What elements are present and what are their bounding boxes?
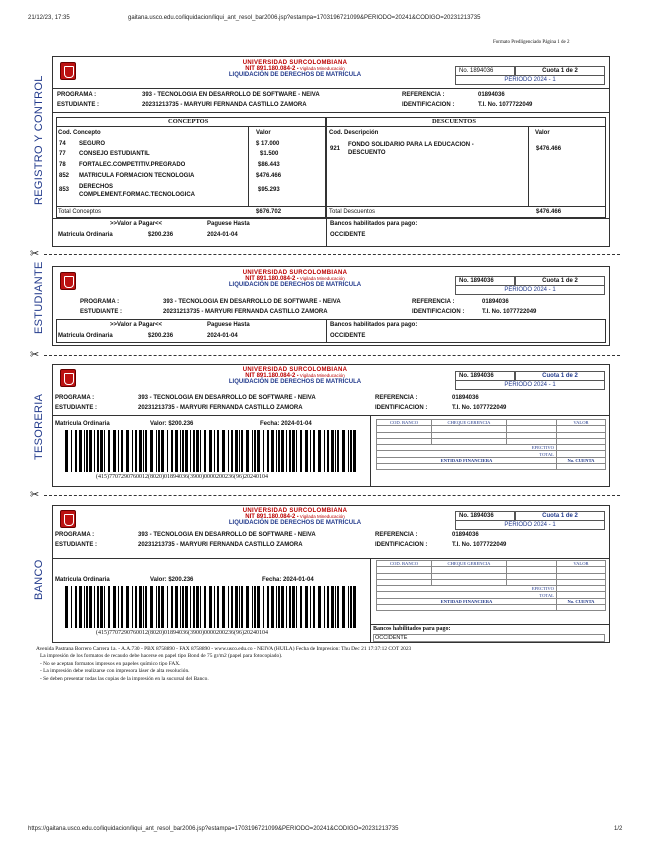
barcode-bar bbox=[217, 430, 219, 472]
barcode-bar bbox=[267, 430, 269, 472]
barcode-bar bbox=[313, 430, 315, 472]
barcode-bar bbox=[241, 586, 243, 628]
barcode-bar bbox=[65, 586, 68, 628]
barcode-bar bbox=[286, 586, 287, 628]
print-datetime: 21/12/23, 17:35 bbox=[28, 15, 70, 21]
barcode-bar bbox=[104, 430, 105, 472]
barcode-bar bbox=[156, 586, 157, 628]
barcode-bar bbox=[318, 430, 321, 472]
barcode-bar bbox=[324, 430, 325, 472]
barcode-bar bbox=[65, 430, 68, 472]
barcode-bar bbox=[196, 430, 199, 472]
barcode-bar bbox=[305, 430, 308, 472]
barcode-bar bbox=[204, 430, 206, 472]
total-conceptos: $676.702 bbox=[256, 209, 282, 215]
barcode-bar bbox=[300, 586, 302, 628]
section-label-tesoreria: TESORERIA bbox=[33, 393, 45, 460]
barcode-bar bbox=[84, 430, 85, 472]
barcode-bar bbox=[276, 586, 277, 628]
barcode-bar bbox=[337, 430, 339, 472]
barcode-bar bbox=[200, 430, 201, 472]
barcode-bar bbox=[342, 430, 345, 472]
footer-url: https://gaitana.usco.edu.co/liquidacion/liqui_ant_resol_bar2006.jsp?estampa=1703196721099&PERIODO=20241&CODIGO=20231213735 bbox=[28, 826, 399, 832]
barcode-bar bbox=[296, 430, 297, 472]
barcode-bar bbox=[75, 430, 77, 472]
barcode-bar bbox=[246, 430, 249, 472]
university-logo-icon bbox=[60, 369, 76, 387]
barcode-bar bbox=[126, 430, 129, 472]
barcode-bar bbox=[228, 586, 229, 628]
university-logo-icon bbox=[60, 272, 76, 290]
barcode-bar bbox=[231, 586, 233, 628]
format-note: Formato Predligenciado Página 1 de 2 bbox=[493, 40, 570, 45]
barcode-bar bbox=[139, 430, 142, 472]
barcode-bar bbox=[281, 430, 284, 472]
barcode-bar bbox=[239, 586, 240, 628]
barcode-bar bbox=[263, 586, 264, 628]
barcode-bar bbox=[175, 430, 178, 472]
vigilada: • Vigilada Mineducación bbox=[296, 66, 345, 71]
barcode-bar bbox=[335, 586, 336, 628]
barcode-bar bbox=[108, 586, 110, 628]
barcode-bar bbox=[161, 586, 164, 628]
barcode-bar bbox=[182, 430, 184, 472]
barcode-bar bbox=[145, 586, 147, 628]
barcode-bar bbox=[145, 430, 147, 472]
barcode-bar bbox=[310, 586, 311, 628]
barcode-bar bbox=[318, 586, 321, 628]
barcode-bar bbox=[209, 430, 212, 472]
barcode-bar bbox=[331, 586, 334, 628]
barcode-bar bbox=[182, 586, 184, 628]
barcode-bar bbox=[167, 586, 168, 628]
university-name: UNIVERSIDAD SURCOLOMBIANA bbox=[242, 60, 348, 66]
barcode-bar bbox=[84, 586, 85, 628]
barcode-bar bbox=[278, 430, 280, 472]
barcode-bar bbox=[86, 586, 88, 628]
scissors-icon: ✂ bbox=[30, 248, 40, 260]
concepto-value: $95.293 bbox=[258, 187, 280, 193]
barcode-bar bbox=[252, 586, 253, 628]
bank-grid: COD. BANCO CHEQUE GERENCIA VALOR EFECTIVO TOTAL ENTIDAD FINANCIERA No. CUENTA bbox=[376, 419, 606, 470]
barcode-bar bbox=[241, 430, 243, 472]
barcode-bar bbox=[348, 586, 349, 628]
barcode-bar bbox=[327, 586, 329, 628]
concepto-value: $476.466 bbox=[256, 173, 282, 179]
barcode-bar bbox=[350, 430, 352, 472]
barcode-bar bbox=[196, 586, 199, 628]
barcode-bar bbox=[86, 430, 88, 472]
barcode-bar bbox=[353, 430, 356, 472]
conceptos-title: CONCEPTOS bbox=[168, 118, 209, 125]
barcode-bar bbox=[271, 430, 274, 472]
descuento-value: $476.466 bbox=[536, 146, 562, 152]
barcode-bar bbox=[121, 586, 123, 628]
barcode-bar bbox=[348, 430, 349, 472]
barcode-bar bbox=[342, 586, 345, 628]
barcode-bar bbox=[139, 586, 142, 628]
university-logo-icon bbox=[60, 510, 76, 528]
barcode-bar bbox=[100, 586, 103, 628]
barcode-bar bbox=[175, 586, 178, 628]
bank-grid: COD. BANCO CHEQUE GERENCIA VALOR EFECTIVO TOTAL ENTIDAD FINANCIERA No. CUENTA bbox=[376, 560, 606, 611]
barcode-bar bbox=[190, 586, 191, 628]
modalidad: Matricula Ordinaria bbox=[58, 232, 113, 238]
section-label-registro: REGISTRO Y CONTROL bbox=[33, 75, 45, 205]
barcode-bar bbox=[89, 586, 92, 628]
barcode-bar bbox=[235, 430, 238, 472]
barcode-bar bbox=[79, 430, 82, 472]
page-number: 1/2 bbox=[614, 826, 623, 832]
barcode-bar bbox=[350, 586, 352, 628]
barcode-bar bbox=[193, 430, 195, 472]
barcode-bar bbox=[121, 430, 123, 472]
concepto-name: DERECHOS COMPLEMENT.FORMAC.TECNOLOGICA bbox=[79, 184, 195, 198]
barcode-bar bbox=[118, 586, 119, 628]
barcode-bar bbox=[222, 586, 225, 628]
barcode-bar bbox=[327, 430, 329, 472]
university-logo-icon bbox=[60, 62, 76, 80]
concepto-value: $1.500 bbox=[260, 151, 279, 157]
barcode-bar bbox=[292, 586, 295, 628]
descuentos-title: DESCUENTOS bbox=[432, 118, 476, 125]
registro-header bbox=[160, 60, 430, 78]
barcode-bar bbox=[263, 430, 264, 472]
barcode-bar bbox=[126, 586, 129, 628]
barcode-bar bbox=[71, 586, 72, 628]
barcode-bar bbox=[89, 430, 92, 472]
concepto-name: CONSEJO ESTUDIANTIL bbox=[79, 151, 150, 157]
barcode-bar bbox=[289, 430, 291, 472]
cuota: Cuota 1 de 2 bbox=[515, 66, 605, 76]
concepto-name: FORTALEC.COMPETITIV.PREGRADO bbox=[79, 162, 186, 168]
barcode-bar bbox=[292, 430, 295, 472]
barcode-bar bbox=[193, 586, 195, 628]
barcode-bar bbox=[158, 586, 160, 628]
barcode-bar bbox=[300, 430, 302, 472]
barcode-bar bbox=[171, 586, 173, 628]
barcode-bar bbox=[158, 430, 160, 472]
barcode-bar bbox=[100, 430, 103, 472]
barcode-bar bbox=[335, 430, 336, 472]
barcode-text: (415)7707290760012(8020)01894036(3900)0000200236(96)20240104 bbox=[96, 474, 268, 480]
barcode-bar bbox=[132, 430, 133, 472]
barcode-bar bbox=[171, 430, 173, 472]
barcode-bar bbox=[180, 430, 181, 472]
barcode-bar bbox=[353, 586, 356, 628]
barcode-bar bbox=[204, 586, 206, 628]
barcode-bar bbox=[79, 586, 82, 628]
barcode-bar bbox=[135, 430, 137, 472]
barcode-bar bbox=[118, 430, 119, 472]
barcode-bar bbox=[167, 430, 168, 472]
section-label-banco: BANCO bbox=[33, 559, 45, 600]
barcode-bar bbox=[214, 586, 215, 628]
barcode-bar bbox=[324, 586, 325, 628]
barcode-bar bbox=[276, 430, 277, 472]
barcode-bar bbox=[113, 430, 116, 472]
receipt-number: No. 1894036 bbox=[455, 66, 515, 76]
concepto-value: $86.443 bbox=[258, 162, 280, 168]
barcode-bar bbox=[254, 430, 256, 472]
barcode-bar bbox=[267, 586, 269, 628]
barcode-bar bbox=[313, 586, 315, 628]
section-label-estudiante: ESTUDIANTE bbox=[33, 261, 45, 334]
scissors-icon: ✂ bbox=[30, 489, 40, 501]
barcode-bar bbox=[209, 586, 212, 628]
concepto-value: $ 17.000 bbox=[256, 141, 280, 147]
barcode-bar bbox=[143, 586, 144, 628]
barcode-bar bbox=[97, 430, 99, 472]
barcode-bar bbox=[200, 586, 201, 628]
barcode-bar bbox=[305, 586, 308, 628]
barcode-bar bbox=[222, 430, 225, 472]
footer-notes: La impresión de los formatos de recaudo debe hacerse en papel tipo Bond de 75 gr/m2 (papel para fotocopiado). - No se aceptan formatos impresos en papeles químico tipo FAX. - La impresión debe realizarse con impresora láser de alta resolución. - Se deben presentar todas las copias de la impresión en la sucursal del Banco. bbox=[40, 653, 283, 682]
barcode-bar bbox=[161, 430, 164, 472]
descuento-name: FONDO SOLIDARIO PARA LA EDUCACION - DESCUENTO bbox=[348, 142, 474, 156]
barcode-bar bbox=[228, 430, 229, 472]
barcode-bar bbox=[278, 586, 280, 628]
barcode-bar bbox=[214, 430, 215, 472]
payment-barcode bbox=[65, 586, 360, 628]
estudiante: 20231213735 - MARYURI FERNANDA CASTILLO ZAMORA bbox=[142, 102, 307, 108]
barcode-bar bbox=[97, 586, 99, 628]
barcode-bar bbox=[246, 586, 249, 628]
barcode-bar bbox=[271, 586, 274, 628]
total-descuentos: $476.466 bbox=[536, 209, 562, 215]
barcode-bar bbox=[235, 586, 238, 628]
document-title: LIQUIDACIÓN DE DERECHOS DE MATRÍCULA bbox=[228, 72, 362, 78]
barcode-bar bbox=[310, 430, 311, 472]
barcode-bar bbox=[217, 586, 219, 628]
barcode-bar bbox=[231, 430, 233, 472]
print-url: gaitana.usco.edu.co/liquidacion/liqui_ant_resol_bar2006.jsp?estampa=1703196721099&PERIODO=20241&CODIGO=20231213735 bbox=[128, 15, 481, 21]
footer-address: Avenida Pastrana Borrero Carrera 1a. - A.A.730 - PBX 8758890 - FAX 8758890 - www.usco.edu.co - NEIVA (HUILA) Fecha de Impresion: Thu Dec 21 17:37:12 COT 2023 bbox=[36, 646, 412, 652]
periodo: PERIODO 2024 - 1 bbox=[455, 75, 605, 85]
barcode-bar bbox=[104, 586, 105, 628]
barcode-bar bbox=[113, 586, 116, 628]
banco-habilitado: OCCIDENTE bbox=[330, 232, 366, 238]
barcode-bar bbox=[185, 586, 188, 628]
barcode-bar bbox=[257, 430, 260, 472]
programa: 393 - TECNOLOGIA EN DESARROLLO DE SOFTWARE - NEIVA bbox=[142, 92, 320, 98]
concepto-name: SEGURO bbox=[79, 141, 106, 147]
barcode-bar bbox=[257, 586, 260, 628]
barcode-bar bbox=[254, 586, 256, 628]
payment-barcode bbox=[65, 430, 360, 472]
valor-pagar: $200.236 bbox=[148, 232, 174, 238]
barcode-bar bbox=[331, 430, 334, 472]
fecha-limite: 2024-01-04 bbox=[207, 232, 238, 238]
barcode-bar bbox=[156, 430, 157, 472]
nit: NIT 891.180.084-2 bbox=[245, 66, 296, 72]
barcode-bar bbox=[135, 586, 137, 628]
barcode-bar bbox=[239, 430, 240, 472]
barcode-bar bbox=[132, 586, 133, 628]
referencia: 01894036 bbox=[478, 92, 505, 98]
barcode-bar bbox=[337, 586, 339, 628]
barcode-bar bbox=[108, 430, 110, 472]
barcode-bar bbox=[252, 430, 253, 472]
identificacion: T.I. No. 1077722049 bbox=[478, 102, 533, 108]
barcode-bar bbox=[180, 586, 181, 628]
barcode-bar bbox=[75, 586, 77, 628]
barcode-bar bbox=[94, 586, 95, 628]
barcode-bar bbox=[150, 430, 153, 472]
barcode-bar bbox=[289, 586, 291, 628]
concepto-name: MATRICULA FORMACION TECNOLOGIA bbox=[79, 173, 195, 179]
barcode-bar bbox=[286, 430, 287, 472]
barcode-bar bbox=[296, 586, 297, 628]
barcode-bar bbox=[94, 430, 95, 472]
barcode-bar bbox=[143, 430, 144, 472]
barcode-bar bbox=[71, 430, 72, 472]
barcode-bar bbox=[185, 430, 188, 472]
barcode-bar bbox=[190, 430, 191, 472]
barcode-bar bbox=[150, 586, 153, 628]
barcode-bar bbox=[281, 586, 284, 628]
scissors-icon: ✂ bbox=[30, 349, 40, 361]
